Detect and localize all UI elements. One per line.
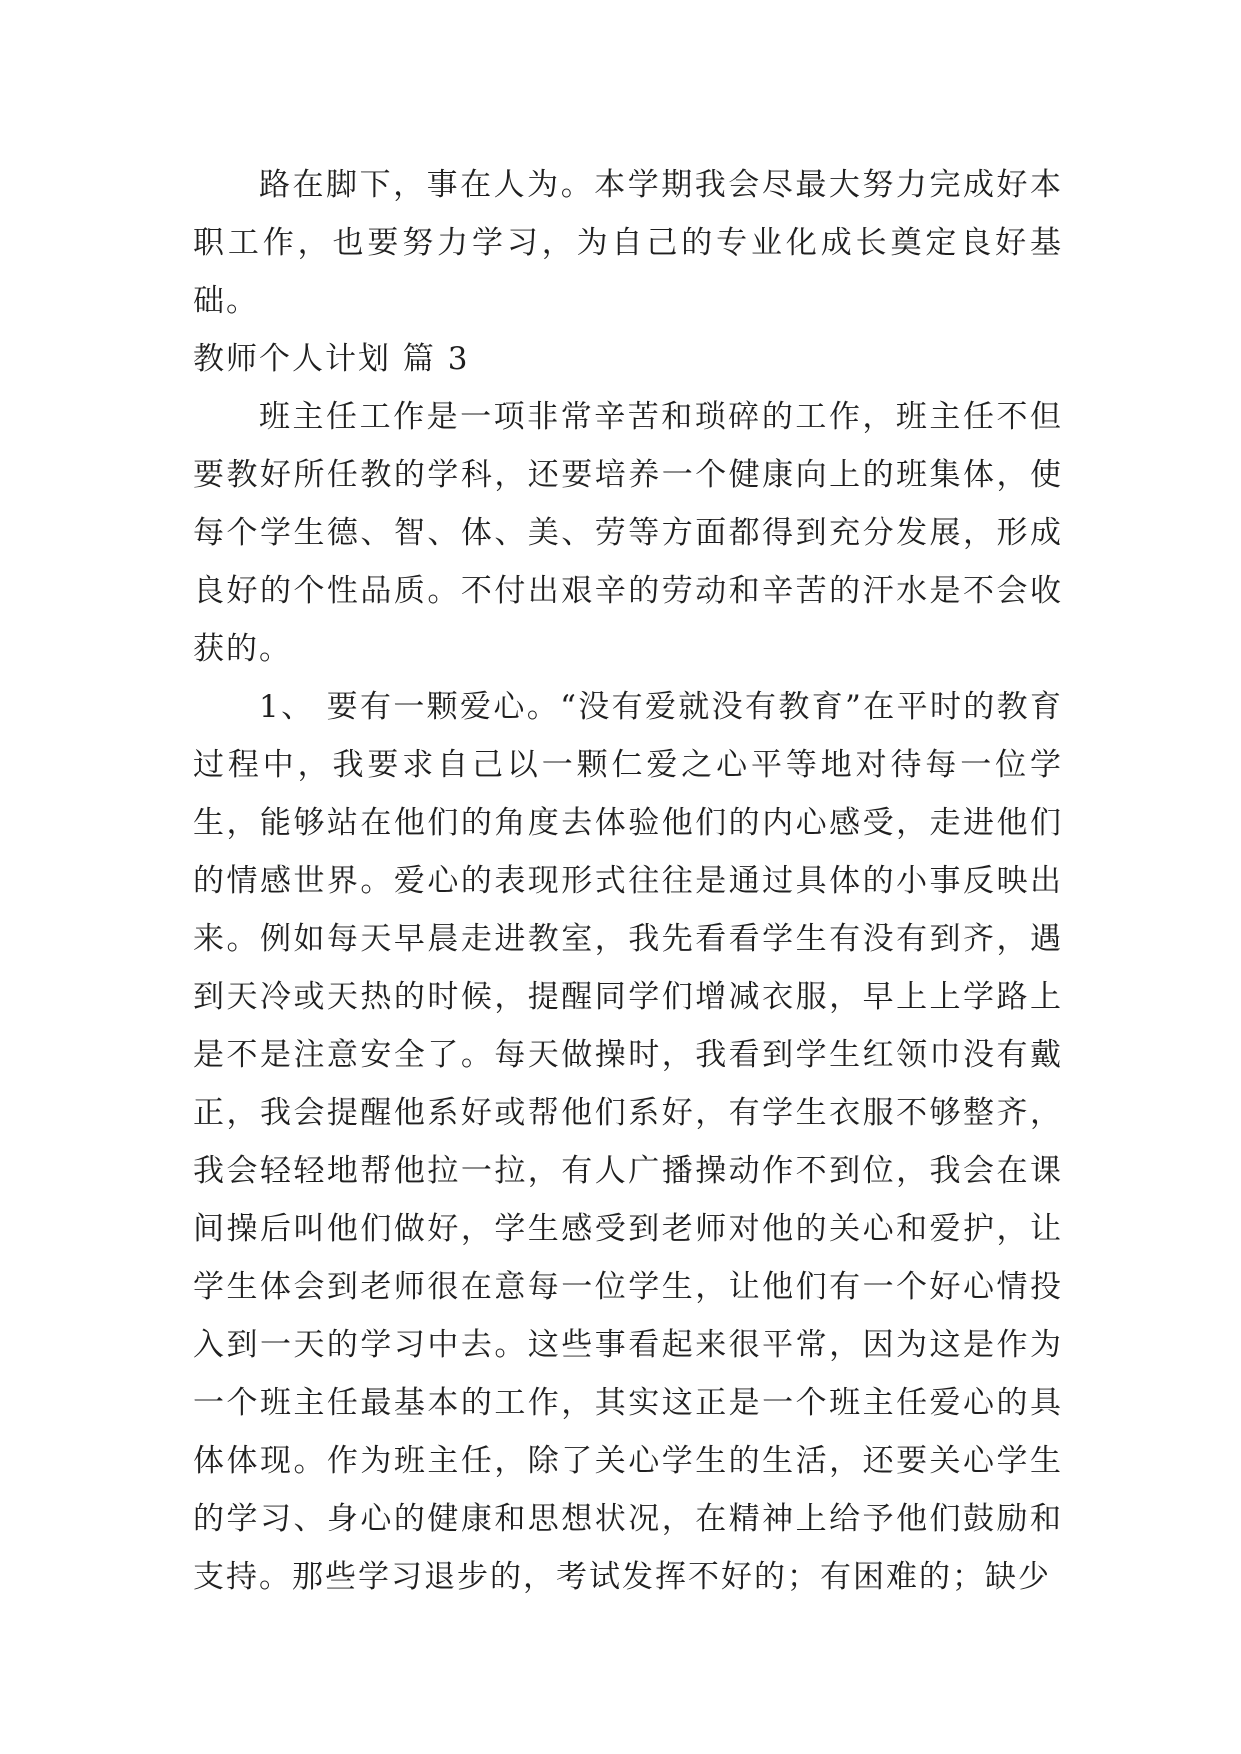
section-heading: 教师个人计划 篇 3 (193, 341, 470, 377)
paragraph-intro: 班主任工作是一项非常辛苦和琐碎的工作，班主任不但要教好所任教的学科，还要培养一个健康向上的班集体，使每个学生德、智、体、美、劳等方面都得到充分发展，形成良好的个性品质。不付出艰辛的劳动和辛苦的汗水是不会收获的。 (193, 399, 1063, 667)
paragraph-point-1: 1、 要有一颗爱心。“没有爱就没有教育”在平时的教育过程中，我要求自己以一颗仁爱之心平等地对待每一位学生，能够站在他们的角度去体验他们的内心感受，走进他们的情感世界。爱心的表现形式往往是通过具体的小事反映出来。例如每天早晨走进教室，我先看看学生有没有到齐，遇到天冷或天热的时候，提醒同学们增减衣服，早上上学路上是不是注意安全了。每天做操时，我看到学生红领巾没有戴正，我会提醒他系好或帮他们系好，有学生衣服不够整齐，我会轻轻地帮他拉一拉，有人广播操动作不到位，我会在课间操后叫他们做好，学生感受到老师对他的关心和爱护，让学生体会到老师很在意每一位学生，让他们有一个好心情投入到一天的学习中去。这些事看起来很平常，因为这是作为一个班主任最基本的工作，其实这正是一个班主任爱心的具体体现。作为班主任，除了关心学生的生活，还要关心学生的学习、身心的健康和思想状况，在精神上给予他们鼓励和支持。那些学习退步的，考试发挥不好的；有困难的；缺少 (193, 689, 1063, 1595)
paragraph-closing: 路在脚下，事在人为。本学期我会尽最大努力完成好本职工作，也要努力学习，为自己的专业化成长奠定良好基础。 (193, 167, 1063, 319)
document-body (193, 156, 1063, 1606)
